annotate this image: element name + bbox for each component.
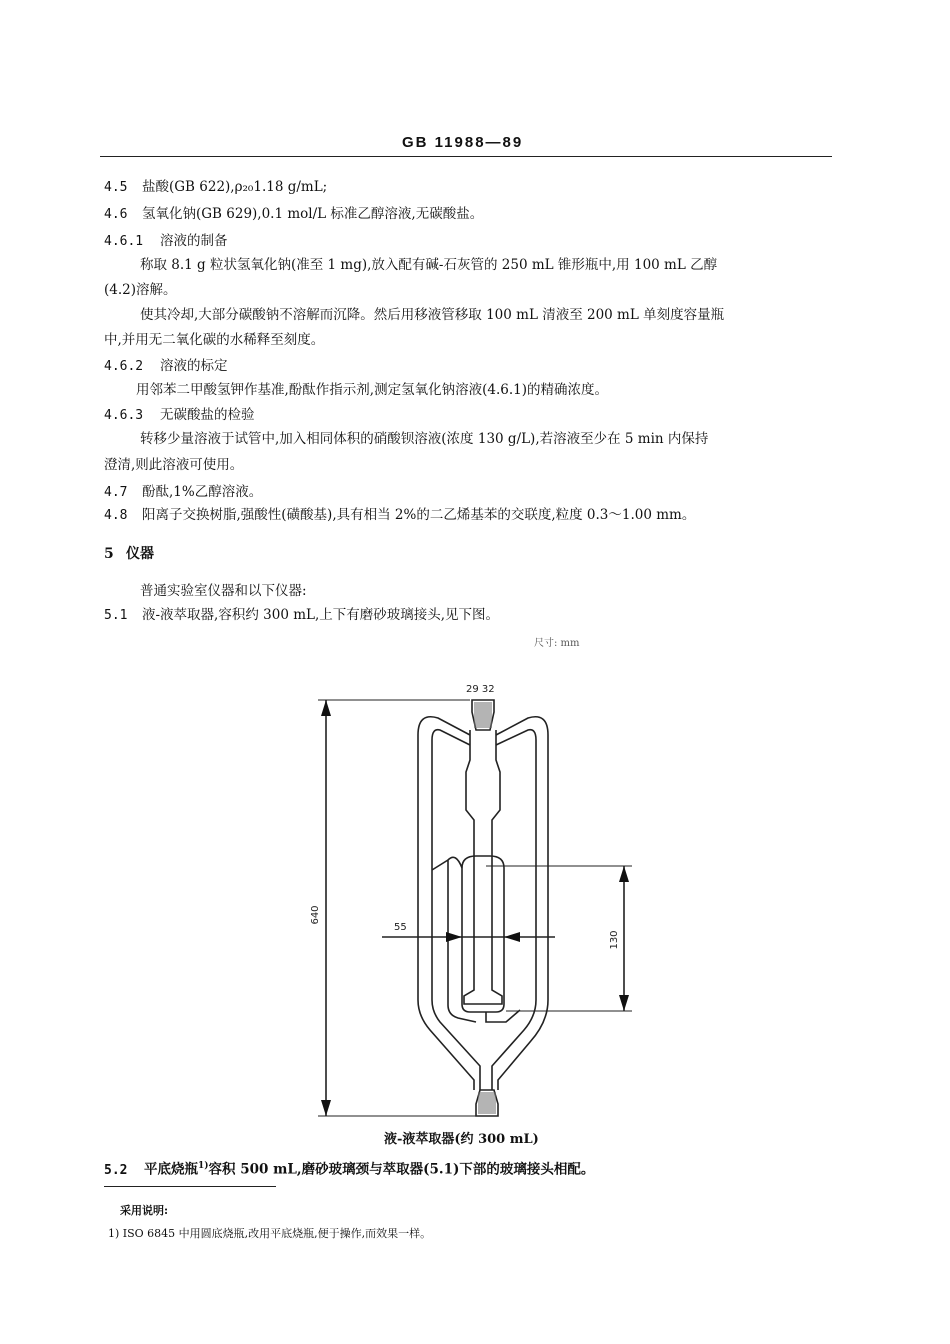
section-5-intro: 普通实验室仪器和以下仪器: bbox=[140, 583, 307, 599]
item-number: 4.6.1 bbox=[104, 234, 144, 249]
footnote-ref: 1) bbox=[198, 1161, 209, 1171]
item-text: 溶液的制备 bbox=[160, 233, 228, 249]
label-height: 640 bbox=[310, 905, 321, 925]
label-width: 55 bbox=[394, 922, 407, 933]
paragraph-line: 澄清,则此溶液可使用。 bbox=[104, 457, 244, 473]
item-text-continued: 容积 500 mL,磨砂玻璃颈与萃取器(5.1)下部的玻璃接头相配。 bbox=[208, 1161, 595, 1178]
item-text: 液-液萃取器,容积约 300 mL,上下有磨砂玻璃接头,见下图。 bbox=[142, 607, 500, 623]
paragraph-line: 使其冷却,大部分碳酸钠不溶解而沉降。然后用移液管移取 100 mL 清液至 200 mL 单刻度容量瓶 bbox=[140, 307, 725, 323]
item-number: 5.1 bbox=[104, 608, 128, 623]
paragraph-line: 转移少量溶液于试管中,加入相同体积的硝酸钡溶液(浓度 130 g/L),若溶液至少在 5 min 内保持 bbox=[140, 431, 709, 447]
paragraph-line: 中,并用无二氧化碳的水稀释至刻度。 bbox=[104, 332, 325, 348]
item-number: 4.6 bbox=[104, 207, 128, 222]
item-text: 氢氧化钠(GB 629),0.1 mol/L 标准乙醇溶液,无碳酸盐。 bbox=[142, 206, 484, 222]
standard-number: GB 11988—89 bbox=[402, 134, 524, 151]
item-text: 溶液的标定 bbox=[160, 358, 228, 374]
item-number: 4.6.3 bbox=[104, 408, 144, 423]
label-top-joint: 29 32 bbox=[466, 684, 495, 695]
paragraph-line: 称取 8.1 g 粒状氢氧化钠(准至 1 mg),放入配有碱-石灰管的 250 mL 锥形瓶中,用 100 mL 乙醇 bbox=[140, 257, 718, 273]
item-number: 4.7 bbox=[104, 485, 128, 500]
outer-tube bbox=[418, 717, 548, 1090]
item-text: 无碳酸盐的检验 bbox=[160, 407, 255, 423]
central-stem bbox=[464, 730, 502, 1004]
item-text: 酚酞,1%乙醇溶液。 bbox=[142, 484, 263, 500]
label-inner: 130 bbox=[609, 930, 620, 950]
item-5-2 bbox=[104, 1157, 594, 1180]
top-joint-shading bbox=[474, 702, 492, 728]
item-number: 4.6.2 bbox=[104, 359, 144, 374]
footnote-text: 1) ISO 6845 中用圆底烧瓶,改用平底烧瓶,便于操作,而效果一样。 bbox=[108, 1227, 432, 1240]
arrowhead-height-bottom bbox=[321, 1100, 331, 1116]
item-number: 5.2 bbox=[104, 1162, 128, 1178]
inner-vessel-shoulder bbox=[432, 857, 476, 1022]
figure-caption: 液-液萃取器(约 300 mL) bbox=[384, 1132, 539, 1147]
arrowhead-width-right bbox=[504, 932, 520, 942]
section-number: 5 bbox=[104, 546, 114, 562]
footnote-title: 采用说明: bbox=[120, 1204, 169, 1217]
unit-note: 尺寸: mm bbox=[534, 638, 580, 649]
inner-vessel bbox=[462, 856, 504, 1012]
section-title: 仪器 bbox=[126, 546, 154, 562]
arrowhead-inner-top bbox=[619, 866, 629, 882]
footnote-rule bbox=[104, 1186, 276, 1187]
arrowhead-height-top bbox=[321, 700, 331, 716]
arrowhead-inner-bottom bbox=[619, 995, 629, 1011]
paragraph-line: (4.2)溶解。 bbox=[104, 282, 177, 298]
item-number: 4.5 bbox=[104, 180, 128, 195]
item-text: 平底烧瓶 bbox=[144, 1161, 198, 1178]
bottom-joint-shading bbox=[478, 1092, 496, 1114]
item-number: 4.8 bbox=[104, 508, 128, 523]
arrowhead-width-left bbox=[446, 932, 462, 942]
item-text: 阳离子交换树脂,强酸性(磺酸基),具有相当 2%的二乙烯基苯的交联度,粒度 0.3～1.00 mm。 bbox=[142, 507, 696, 523]
paragraph-line: 用邻苯二甲酸氢钾作基准,酚酞作指示剂,测定氢氧化钠溶液(4.6.1)的精确浓度。 bbox=[136, 382, 608, 398]
item-text: 盐酸(GB 622),ρ₂₀1.18 g/mL; bbox=[142, 179, 328, 195]
